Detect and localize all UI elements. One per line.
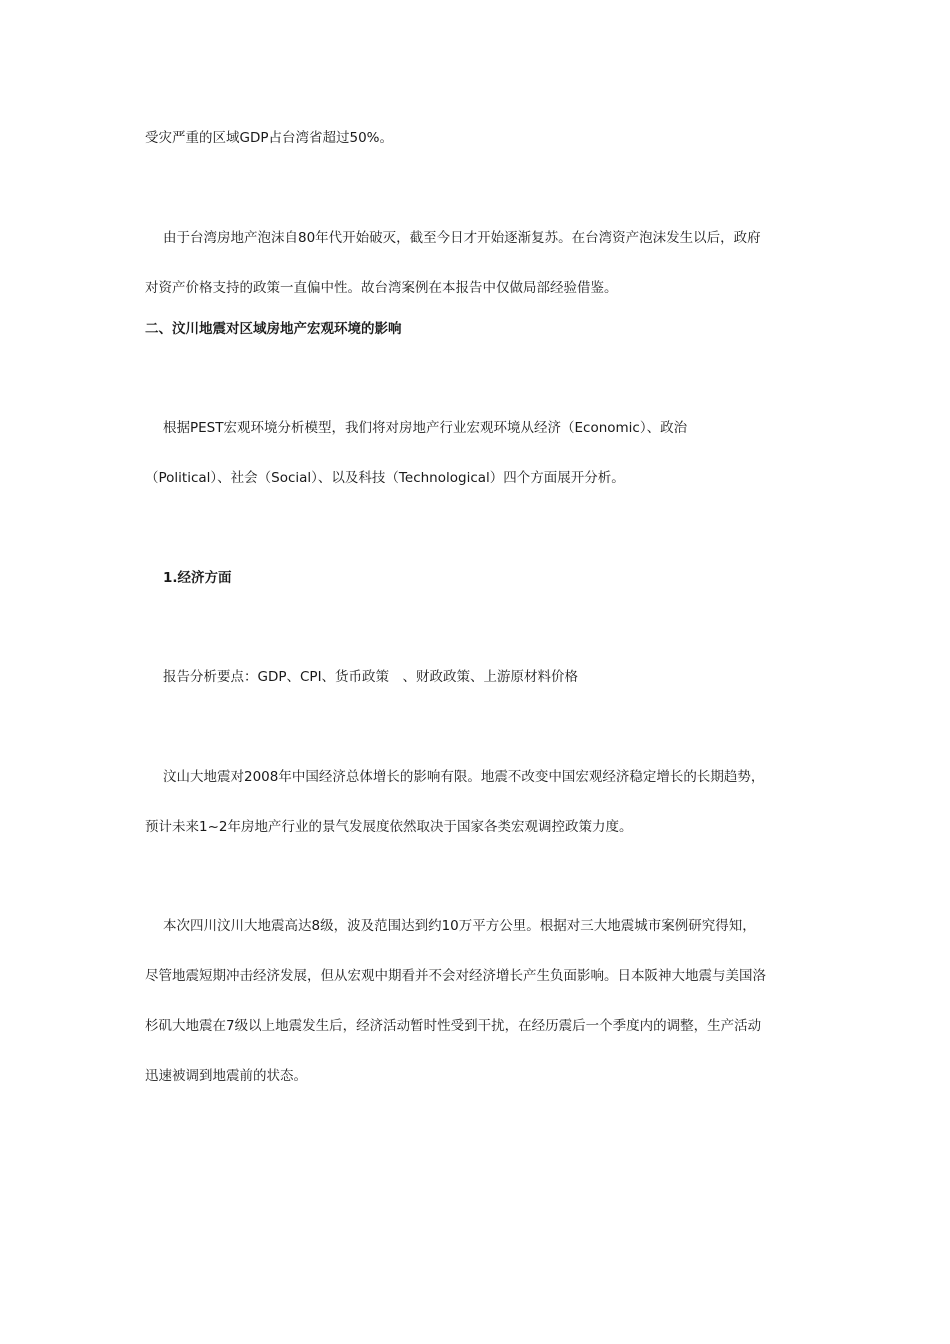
section-heading: 二、汶川地震对区域房地产宏观环境的影响	[145, 321, 402, 337]
paragraph-line: 对资产价格支持的政策一直偏中性。故台湾案例在本报告中仅做局部经验借鉴。	[145, 280, 618, 296]
paragraph-line: 迅速被调到地震前的状态。	[145, 1068, 307, 1084]
paragraph-line: 由于台湾房地产泡沫自80年代开始破灭，截至今日才开始逐渐复苏。在台湾资产泡沫发生以后，政府	[163, 230, 761, 246]
paragraph-line: 尽管地震短期冲击经济发展，但从宏观中期看并不会对经济增长产生负面影响。日本阪神大地震与美国洛	[145, 968, 766, 984]
paragraph-line: 杉矶大地震在7级以上地震发生后，经济活动暂时性受到干扰，在经历震后一个季度内的调整，生产活动	[145, 1018, 762, 1034]
paragraph-line: 预计未来1~2年房地产行业的景气发展度依然取决于国家各类宏观调控政策力度。	[145, 819, 633, 835]
paragraph-line: 受灾严重的区域GDP占台湾省超过50%。	[145, 130, 394, 146]
subsection-heading: 1.经济方面	[163, 570, 232, 586]
paragraph-line: 根据PEST宏观环境分析模型，我们将对房地产行业宏观环境从经济（Economic）、政治	[163, 420, 688, 436]
paragraph-line: 报告分析要点：GDP、CPI、货币政策 、财政政策、上游原材料价格	[163, 669, 579, 685]
paragraph-line: 汶山大地震对2008年中国经济总体增长的影响有限。地震不改变中国宏观经济稳定增长的长期趋势，	[163, 769, 765, 785]
paragraph-line: 本次四川汶川大地震高达8级，波及范围达到约10万平方公里。根据对三大地震城市案例研究得知，	[163, 918, 756, 934]
paragraph-line: （Political）、社会（Social）、以及科技（Technological）四个方面展开分析。	[145, 470, 625, 486]
